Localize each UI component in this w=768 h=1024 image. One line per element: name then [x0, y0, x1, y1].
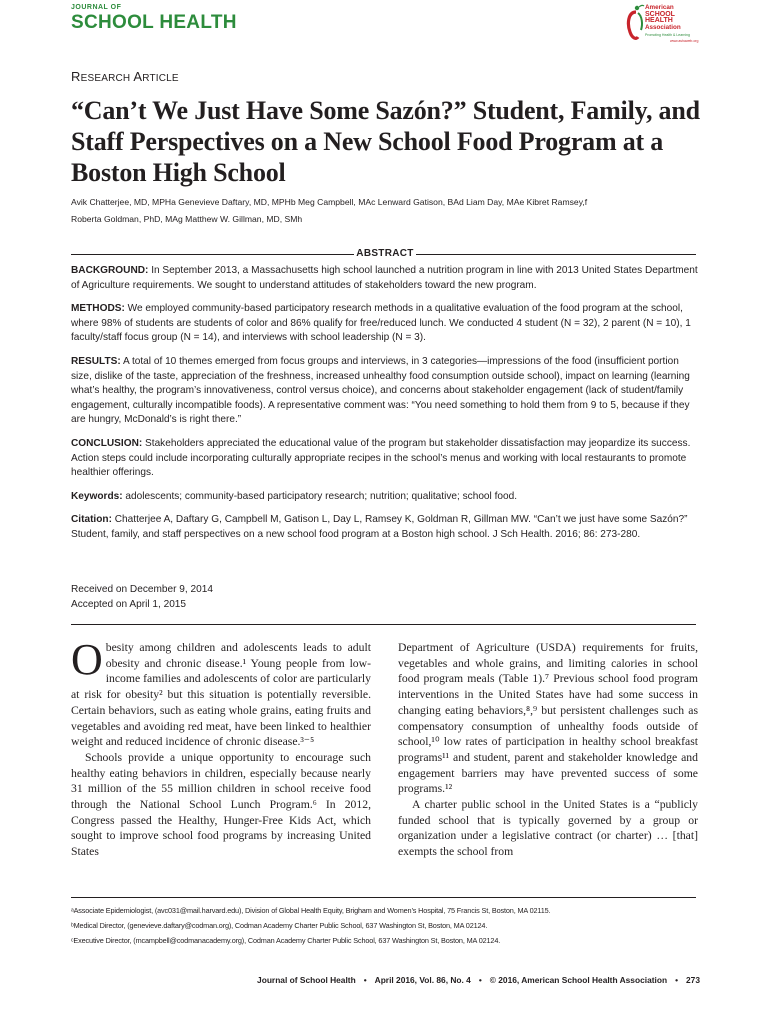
footnote-a: ᵃAssociate Epidemiologist, (avc031@mail.harvard.edu), Division of Global Health Equity, Brigham and Women’s Hospital, 75 Francis St, Boston, MA 02115. — [71, 906, 551, 915]
article-type: RESEARCH ARTICLE — [71, 69, 179, 84]
body-paragraph-1: Obesity among children and adolescents leads to adult obesity and chronic disease.¹ Young people from low-income families and adolescents of color are particularly at risk for obesity² but this situation is potentially reversible. Certain behaviors, such as eating whole grains, eating fruits and vegetables and avoiding red meat, have been linked to healthier weight and reduced incidence of chronic disease.³⁻⁵ — [71, 635, 371, 749]
footer-separator: • — [363, 975, 367, 985]
asha-tagline: Promoting Health & Learning — [645, 33, 690, 37]
page-number: 273 — [686, 975, 700, 985]
received-date: Received on December 9, 2014 — [71, 584, 213, 595]
footer-separator: • — [478, 975, 482, 985]
footnotes — [71, 904, 696, 948]
journal-logo-big: SCHOOL HEALTH — [71, 12, 237, 33]
footer-issue: April 2016, Vol. 86, No. 4 — [374, 975, 471, 985]
received-dates — [71, 583, 371, 612]
footnote-rule — [71, 897, 696, 898]
author-list — [71, 194, 701, 228]
page-footer — [190, 975, 700, 985]
footnote-c: ᶜExecutive Director, (mcampbell@codmanacademy.org), Codman Academy Charter Public School, 637 Washington St, Boston, MA 02124. — [71, 935, 501, 945]
body-paragraph-2: Schools provide a unique opportunity to encourage such healthy eating behaviors in children, especially because nearly 31 million of the 55 million children in school receive food through the National School Lunch Program.⁶ In 2012, Congress passed the Healthy, Hunger-Free Kids Act, which sought to improve school food programs by increasing United States — [71, 750, 371, 859]
footnote-b: ᵇMedical Director, (genevieve.daftary@codman.org), Codman Academy Charter Public School, 637 Washington St, Boston, MA 02124. — [71, 920, 488, 930]
body-paragraph-4: A charter public school in the United States is a “publicly funded school that is typically governed by a group or organization under a legislative contract (or charter) … [that] exempts the school from — [398, 798, 698, 859]
asha-logo — [626, 2, 701, 46]
accepted-date: Accepted on April 1, 2015 — [71, 598, 187, 610]
abstract-rule-right — [416, 254, 696, 255]
abstract-rule-left — [71, 254, 354, 255]
abstract-background: BACKGROUND: In September 2013, a Massachusetts high school launched a nutrition program in line with 2013 United States Department of Agriculture requirements. We sought to understand attitudes of stakeholders toward the new program. — [71, 265, 698, 291]
body-column-left — [71, 635, 371, 860]
footer-copyright: © 2016, American School Health Association — [489, 975, 668, 985]
abstract-conclusion: CONCLUSION: Stakeholders appreciated the educational value of the program but stakeholder dissatisfaction may jeopardize its success. Action steps could include incorporating culturally appropriate recipes in the school’s menus and working with local restaurants to promote healthier offerings. — [71, 437, 691, 479]
author-line-1: Avik Chatterjee, MD, MPHa Genevieve Daftary, MD, MPHb Meg Campbell, MAc Lenward Gatison, BAd Liam Day, MAe Kibret Ramsey,f — [71, 197, 588, 207]
body-column-right — [398, 640, 698, 860]
asha-logo-text: American SCHOOL HEALTH Association — [645, 4, 681, 31]
abstract-citation: Citation: Chatterjee A, Daftary G, Campbell M, Gatison L, Day L, Ramsey K, Goldman R, Gillman MW. “Can’t we just have some Sazón?” Student, family, and staff perspectives on a new school food program at a Boston high school. J Sch Health. 2016; 86: 273-280. — [71, 514, 688, 540]
abstract-heading: ABSTRACT — [356, 248, 414, 259]
abstract-methods: METHODS: We employed community-based participatory research methods in a qualitative evaluation of the food program at the school, where 98% of students are students of color and 86% qualify for free/reduced lunch. We conducted 4 student (N = 32), 2 parent (N = 10), 1 faculty/staff focus group (N = 14), and interviews with school leadership (N = 3). — [71, 303, 691, 344]
asha-url: www.ashaweb.org — [670, 39, 699, 43]
abstract-keywords: Keywords: adolescents; community-based participatory research; nutrition; qualitative; school food. — [71, 490, 518, 502]
drop-cap: O — [71, 635, 103, 684]
abstract — [71, 264, 701, 552]
article-title: “Can’t We Just Have Some Sazón?” Student, Family, and Staff Perspectives on a New School Food Program at a Boston High School — [71, 96, 700, 187]
body-paragraph-3: Department of Agriculture (USDA) requirements for fruits, vegetables and whole grains, and limiting calories in school food program meals (Table 1).⁷ Previous school food program interventions in the United States have had some success in changing eating behaviors,⁸,⁹ but persistent challenges such as compensatory consumption of unhealthy foods outside of school,¹⁰ low rates of participation in healthy school breakfast programs¹¹ and student, parent and stakeholder knowledge and engagement barriers may have prevented success of some programs.¹² — [398, 641, 698, 796]
footer-journal: Journal of School Health — [257, 975, 356, 985]
journal-logo-small: JOURNAL OF — [71, 4, 122, 11]
abstract-bottom-rule — [71, 624, 696, 625]
author-line-2: Roberta Goldman, PhD, MAg Matthew W. Gillman, MD, SMh — [71, 214, 303, 224]
abstract-results: RESULTS: A total of 10 themes emerged from focus groups and interviews, in 3 categories—impressions of the food (insufficient portion size, dislike of the taste, appreciation of the freshness, increased unhealthy food consumption outside school), impact on learning (learning what’s healthy, the program’s innovativeness, control versus choice), and concerns about stakeholder engagement (lack of student/family engagement, culturally incompatible foods). A representative comment was: “You need something to hold them from 9 to 5, because if they are hungry, McDonald’s is right there.” — [71, 355, 690, 426]
apple-figures-icon — [626, 4, 646, 44]
journal-logo — [71, 4, 237, 34]
footer-separator: • — [675, 975, 679, 985]
